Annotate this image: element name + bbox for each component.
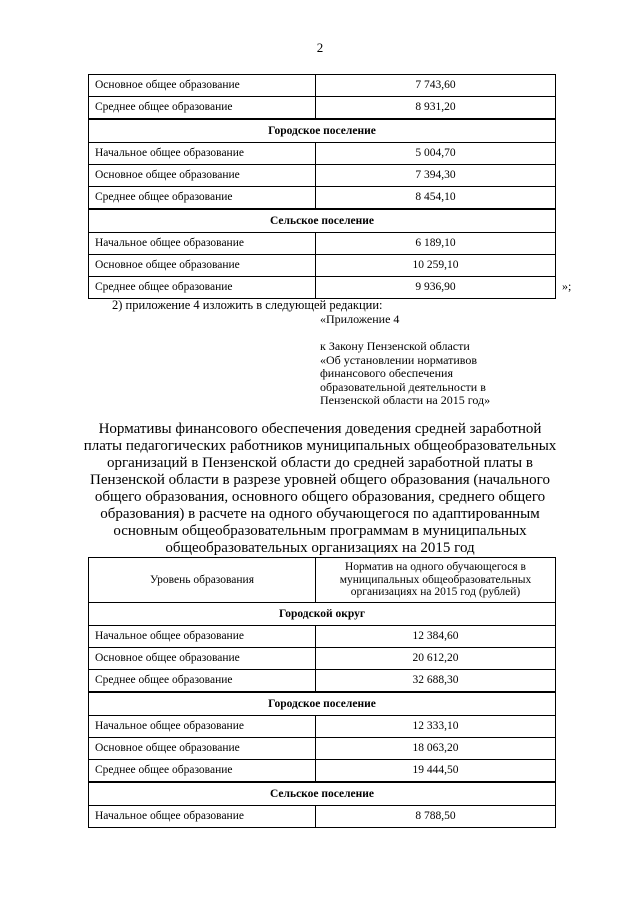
normative-value-cell: 12 384,60 (316, 626, 556, 648)
education-level-cell: Начальное общее образование (89, 233, 316, 255)
document-title (80, 421, 560, 557)
education-level-cell: Среднее общее образование (89, 670, 316, 693)
title-line: организаций в Пензенской области до средней заработной платы в (107, 455, 533, 471)
normatives-table (88, 557, 556, 828)
table-section-row (89, 692, 556, 716)
table-row (89, 670, 556, 693)
education-level-cell: Среднее общее образование (89, 97, 316, 120)
education-level-cell: Основное общее образование (89, 255, 316, 277)
column-header-normative (316, 558, 556, 603)
table-section-row (89, 119, 556, 143)
education-level-cell: Основное общее образование (89, 648, 316, 670)
table-row (89, 806, 556, 828)
appendix-title: «Приложение 4 (320, 312, 400, 326)
normative-value-cell: 7 394,30 (316, 165, 556, 187)
header-line: Норматив на одного обучающегося в (344, 561, 526, 574)
table-row (89, 626, 556, 648)
normative-value-cell: 19 444,50 (316, 760, 556, 783)
page-number: 2 (316, 40, 324, 55)
education-level-cell: Начальное общее образование (89, 143, 316, 165)
column-header-level: Уровень образования (89, 558, 316, 603)
title-line: образования) в расчете на одного обучающегося по адаптированным (100, 506, 540, 522)
table-row (89, 760, 556, 783)
title-line: платы педагогических работников муниципальных общеобразовательных (83, 438, 557, 454)
education-level-cell: Основное общее образование (89, 75, 316, 97)
normative-value-cell: 8 788,50 (316, 806, 556, 828)
normative-value-cell: 9 936,90 (316, 277, 556, 299)
normative-value-cell: 32 688,30 (316, 670, 556, 693)
section-title: Городское поселение (89, 692, 556, 716)
normative-value-cell: 8 454,10 (316, 187, 556, 210)
table-header-row (89, 558, 556, 603)
normative-value-cell: 20 612,20 (316, 648, 556, 670)
table-row (89, 187, 556, 210)
normative-value-cell: 5 004,70 (316, 143, 556, 165)
table-row (89, 255, 556, 277)
section-title: Сельское поселение (89, 209, 556, 233)
title-line: Пензенской области в разрезе уровней общего образования (начального (90, 472, 550, 488)
normative-value-cell: 10 259,10 (316, 255, 556, 277)
education-level-cell: Начальное общее образование (89, 806, 316, 828)
appendix-line: Пензенской области на 2015 год» (320, 393, 491, 407)
appendix-reference (320, 340, 550, 408)
education-level-cell: Среднее общее образование (89, 277, 316, 299)
appendix-line: образовательной деятельности в (320, 379, 486, 394)
table-row (89, 143, 556, 165)
education-level-cell: Основное общее образование (89, 165, 316, 187)
normative-value-cell: 7 743,60 (316, 75, 556, 97)
table-row (89, 738, 556, 760)
amendment-item: 2) приложение 4 изложить в следующей редакции: (112, 298, 383, 312)
header-line: организациях на 2015 год (рублей) (350, 586, 521, 599)
table-row (89, 233, 556, 255)
education-level-cell: Основное общее образование (89, 738, 316, 760)
closing-quote-mark: »; (562, 279, 572, 293)
normatives-table-continued (88, 74, 556, 299)
section-title: Городское поселение (89, 119, 556, 143)
normative-value-cell: 6 189,10 (316, 233, 556, 255)
section-title: Сельское поселение (89, 782, 556, 806)
appendix-line: «Об установлении нормативов (320, 352, 478, 367)
normative-value-cell: 12 333,10 (316, 716, 556, 738)
education-level-cell: Среднее общее образование (89, 760, 316, 783)
table-section-row (89, 209, 556, 233)
title-line: Нормативы финансового обеспечения доведения средней заработной (98, 421, 542, 437)
table-row (89, 97, 556, 120)
title-line: основным общеобразовательным программам в муниципальных (113, 523, 527, 539)
title-line: общего образования, основного общего образования, среднего общего (94, 489, 546, 505)
title-line: общеобразовательных организациях на 2015 год (165, 540, 475, 556)
education-level-cell: Начальное общее образование (89, 626, 316, 648)
table-row (89, 716, 556, 738)
table-row (89, 648, 556, 670)
table-row (89, 75, 556, 97)
table-row (89, 165, 556, 187)
table-row (89, 277, 556, 299)
appendix-line: к Закону Пензенской области (320, 339, 470, 353)
table-section-row (89, 782, 556, 806)
normative-value-cell: 18 063,20 (316, 738, 556, 760)
education-level-cell: Начальное общее образование (89, 716, 316, 738)
table-section-row (89, 603, 556, 626)
appendix-line: финансового обеспечения (320, 366, 453, 380)
header-line: муниципальных общеобразовательных (339, 573, 532, 586)
section-title: Городской округ (89, 603, 556, 626)
education-level-cell: Среднее общее образование (89, 187, 316, 210)
normative-value-cell: 8 931,20 (316, 97, 556, 120)
